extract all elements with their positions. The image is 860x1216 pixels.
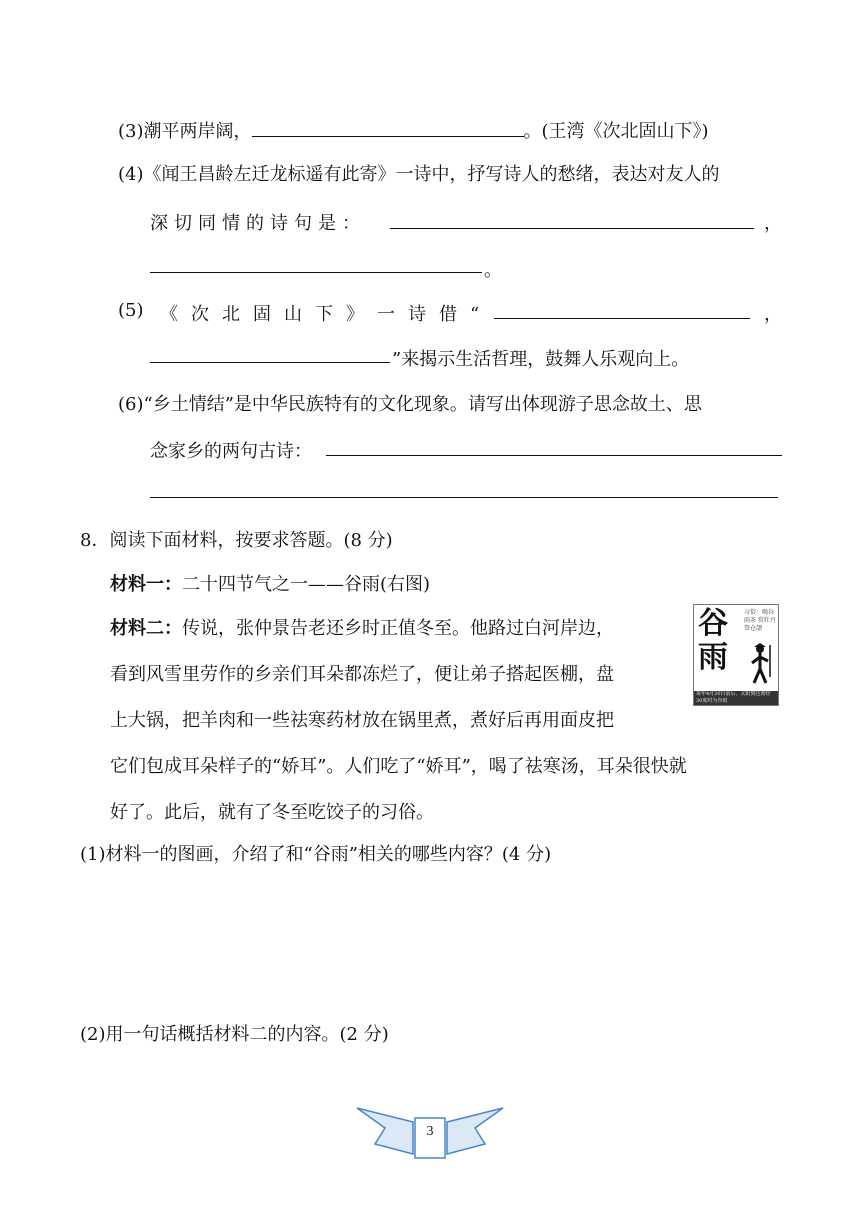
poster-char-gu: 谷 — [698, 606, 728, 641]
material1-label: 材料一： — [110, 574, 182, 595]
prompt-char: 》 — [346, 304, 364, 325]
poster-caption: 每年4月20日前后，太阳到达黄经30度时为谷雨 — [694, 691, 778, 705]
material2-line1 — [110, 614, 614, 640]
poster-small-text: 习俗：喝谷雨茶 赏牡丹 祭仓颉 — [744, 609, 776, 632]
prompt-char: “ — [470, 304, 480, 325]
q7-item4-line1: (4)《闻王昌龄左迁龙标遥有此寄》一诗中，抒写诗人的愁绪，表达对友人的 — [118, 164, 720, 185]
prompt-char: ： — [342, 213, 360, 234]
q8-sub2: (2)用一句话概括材料二的内容。(2 分) — [80, 1024, 389, 1045]
answer-blank[interactable] — [150, 362, 390, 363]
prompt-char: 是 — [318, 213, 336, 234]
prompt-char: 诗 — [408, 304, 426, 325]
prompt-char: 同 — [198, 213, 216, 234]
prompt-char: 北 — [222, 304, 240, 325]
material2-label: 材料二： — [110, 618, 182, 639]
poster-char-yu: 雨 — [698, 640, 728, 675]
material1-text: 二十四节气之一——谷雨(右图) — [182, 574, 431, 595]
q7-item3 — [118, 117, 709, 143]
material2-line5: 好了。此后，就有了冬至吃饺子的习俗。 — [110, 802, 434, 823]
prompt-char: 山 — [284, 304, 302, 325]
q7-item4-line2 — [150, 209, 780, 235]
material2-line4: 它们包成耳朵样子的“娇耳”。人们吃了“娇耳”，喝了祛寒汤，耳朵很快就 — [110, 756, 687, 777]
q7-item6-line1: (6)“乡土情结”是中华民族特有的文化现象。请写出体现游子思念故土、思 — [118, 394, 702, 415]
item4-period: 。 — [484, 260, 502, 281]
item-text: 潮平两岸阔， — [143, 121, 252, 142]
prompt-char: 次 — [191, 304, 209, 325]
prompt-char: 固 — [253, 304, 271, 325]
farmer-figure-icon — [748, 643, 776, 687]
prompt-char: 一 — [377, 304, 395, 325]
item5-number: (5) — [118, 300, 144, 321]
answer-blank[interactable] — [150, 497, 778, 498]
item-source: 。(王湾《次北固山下》) — [523, 121, 709, 142]
prompt-char: 借 — [439, 304, 457, 325]
page-number: 3 — [426, 1124, 434, 1139]
prompt-char: 下 — [315, 304, 333, 325]
material2-line3: 上大锅，把羊肉和一些祛寒药材放在锅里煮，煮好后再用面皮把 — [110, 710, 614, 731]
item4-comma: ， — [764, 213, 782, 234]
item-number: (3) — [118, 121, 144, 142]
material2-text: 传说，张仲景告老还乡时正值冬至。他路过白河岸边， — [182, 618, 614, 639]
answer-blank[interactable] — [494, 318, 750, 319]
prompt-char: 深 — [150, 213, 168, 234]
prompt-char: 情 — [222, 213, 240, 234]
answer-blank[interactable] — [150, 272, 482, 273]
prompt-char: 的 — [246, 213, 264, 234]
answer-blank[interactable] — [252, 118, 524, 137]
spaced-prompt — [150, 213, 366, 234]
prompt-char: 切 — [174, 213, 192, 234]
spaced-prompt — [160, 300, 492, 326]
answer-blank[interactable] — [326, 455, 782, 456]
prompt-char: 诗 — [270, 213, 288, 234]
q7-item6-line2: 念家乡的两句古诗： — [150, 441, 312, 462]
material2-line2: 看到风雪里劳作的乡亲们耳朵都冻烂了，便让弟子搭起医棚，盘 — [110, 664, 614, 685]
guyu-poster-image — [693, 604, 779, 706]
material1 — [110, 570, 430, 596]
item5-comma: ， — [764, 304, 782, 325]
prompt-char: 句 — [294, 213, 312, 234]
answer-blank[interactable] — [390, 228, 754, 229]
q8-title: 8．阅读下面材料，按要求答题。(8 分) — [80, 530, 393, 551]
prompt-char: 《 — [160, 304, 178, 325]
item5-line2-text: ”来揭示生活哲理，鼓舞人乐观向上。 — [392, 349, 690, 370]
q8-sub1: (1)材料一的图画，介绍了和“谷雨”相关的哪些内容？(4 分) — [80, 844, 552, 865]
